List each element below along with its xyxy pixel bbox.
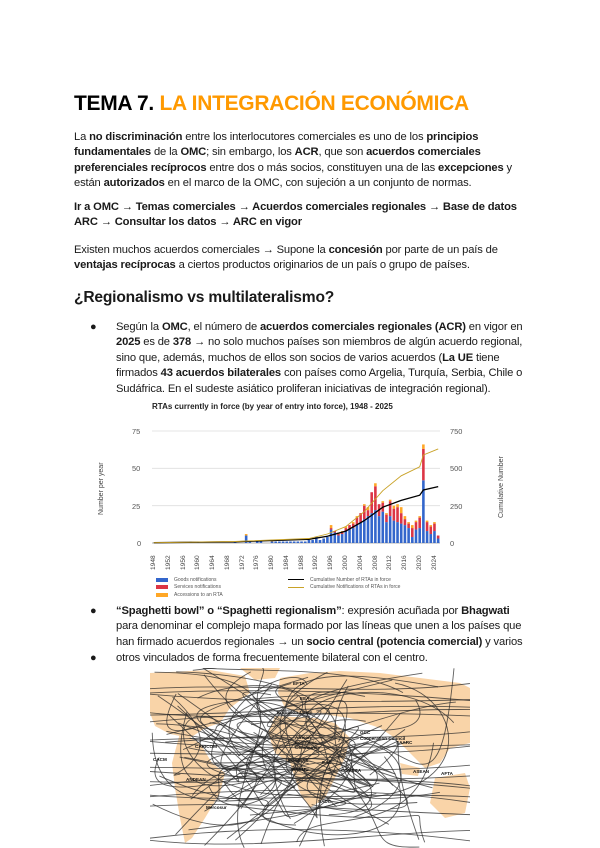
legend-swatch — [156, 578, 168, 582]
chart-legend — [156, 576, 223, 599]
map-label: Cooperation Council — [360, 736, 406, 741]
x-tick: 1968 — [223, 555, 231, 570]
x-tick: 1948 — [150, 555, 157, 570]
bullet-icon: ● — [90, 652, 97, 664]
bold-text: OMC — [180, 146, 207, 159]
title-accent: LA INTEGRACIÓN ECONÓMICA — [159, 92, 469, 115]
legend-label: Goods notifications — [174, 576, 217, 583]
text: entre los interlocutores comerciales es uno de los — [182, 131, 427, 143]
map-label: Mercosur — [206, 805, 227, 810]
map-label: SAARC — [396, 740, 413, 745]
x-tick: 2004 — [356, 555, 364, 570]
world-map-illustration — [150, 668, 470, 848]
bold-text: no discriminación — [89, 131, 183, 143]
map-label: European Union — [277, 710, 313, 715]
x-tick: 1996 — [327, 555, 335, 570]
page-title — [74, 92, 469, 116]
bold-text: ventajas recíprocas — [74, 259, 176, 272]
text: , que son — [318, 146, 367, 159]
section-heading: ¿Regionalismo vs multilateralismo? — [74, 289, 335, 306]
legend-label: Accessions to an RTA — [174, 591, 223, 598]
y2-tick: 0 — [450, 539, 455, 548]
legend-swatch — [156, 585, 168, 589]
map-label: SADC — [318, 799, 332, 804]
legend-label: Cumulative Notifications of RTAs in force — [310, 584, 401, 591]
text: Existen muchos acuerdos comerciales → Supone la — [74, 244, 329, 256]
x-tick: 2008 — [371, 555, 379, 570]
y-axis-label: Number per year — [98, 462, 105, 515]
bold-text: ACR — [294, 146, 319, 159]
map-label: EEA — [300, 696, 310, 701]
rta-chart — [94, 400, 504, 600]
x-tick: 1984 — [282, 555, 290, 570]
text: ; sin embargo, los — [206, 146, 295, 159]
chart-plot — [94, 400, 504, 600]
x-tick: 2024 — [430, 555, 438, 570]
y-tick: 25 — [132, 502, 141, 511]
map-label: CACM — [153, 757, 167, 762]
intro-paragraph — [74, 130, 534, 192]
text: de la — [151, 146, 181, 159]
legend-line — [288, 579, 304, 580]
y-tick: 75 — [132, 427, 141, 436]
x-tick: 1960 — [194, 555, 202, 570]
bullet-item — [92, 651, 532, 666]
text: a ciertos productos originarios de un país o grupo de países. — [175, 259, 470, 272]
x-tick: 1980 — [268, 555, 276, 570]
x-tick: 2012 — [386, 555, 394, 570]
map-label: EFTA — [293, 681, 305, 686]
spaghetti-bowl-map — [150, 668, 470, 848]
text: y están — [74, 161, 512, 190]
bullet-text: Según la OMC, el número de acuerdos comerciales regionales (ACR) en vigor en 2025 es de 378 → no solo muchos países son miembros de algún acuerdo regional, sino que, además, muchos de ellos son socios de varios acuerdos (La UE tiene firmados 43 acuerdos bilaterales con países como Argelia, Turquía, Serbia, Chile o Sudáfrica. En el sudeste asiático proliferan iniciativas de integración regional). — [116, 321, 523, 395]
y-tick: 0 — [137, 539, 142, 548]
map-label: WAEMU — [291, 767, 309, 772]
bullet-item — [92, 320, 532, 397]
map-label: GCC — [360, 730, 371, 735]
map-label: African Economic Community — [295, 735, 321, 750]
concession-paragraph — [74, 243, 534, 274]
bullet-icon: ● — [90, 605, 97, 617]
x-tick: 2020 — [415, 555, 423, 570]
title-prefix: TEMA 7. — [74, 92, 154, 115]
legend-item — [156, 591, 223, 599]
x-tick: 1992 — [312, 555, 320, 570]
text: en el marco de la OMC, con sujeción a un conjunto de normas. — [164, 177, 472, 190]
text: La — [74, 131, 90, 143]
navigation-path: Ir a OMC → Temas comerciales → Acuerdos comerciales regionales → Base de datos ARC → Consultar los datos → ARC en vigor — [74, 201, 517, 229]
x-tick: 1964 — [209, 555, 217, 570]
text: por parte de un país de — [382, 244, 498, 256]
map-label: COMESA — [341, 768, 362, 773]
legend-line — [288, 587, 304, 588]
chart-legend-lines — [288, 576, 400, 591]
y2-tick: 500 — [450, 464, 463, 473]
bullet-text: “Spaghetti bowl” o “Spaghetti regionalism”: expresión acuñada por Bhagwati para denominar el complejo mapa formado por las líneas que unen a los países que han firmado acuerdos regionales → un socio central (potencia comercial) y varios — [116, 605, 523, 648]
x-tick: 1952 — [164, 555, 172, 570]
chart-title: RTAs currently in force (by year of entry into force), 1948 - 2025 — [152, 402, 393, 411]
map-label: ECOWAS — [288, 758, 309, 763]
legend-item — [288, 584, 400, 592]
legend-label: Services notifications — [174, 584, 221, 591]
y2-tick: 750 — [450, 427, 463, 436]
x-tick: 1976 — [253, 555, 261, 570]
x-tick: 2000 — [342, 555, 349, 570]
bold-text: principios fundamentales — [74, 131, 479, 159]
text: entre dos o más socios, constituyen una de las — [206, 161, 439, 174]
bullet-icon: ● — [90, 321, 97, 333]
bold-text: concesión — [328, 244, 383, 256]
y-tick: 50 — [132, 464, 141, 473]
bold-text: acuerdos comerciales preferenciales recíprocos — [74, 146, 481, 174]
y2-axis-label: Cumulative Number — [498, 456, 505, 518]
bullet-item — [92, 604, 532, 650]
map-label: EAC — [322, 760, 332, 765]
legend-item — [156, 584, 223, 592]
map-label: AFTA — [441, 771, 453, 776]
x-tick: 1988 — [297, 555, 305, 570]
legend-item — [156, 576, 223, 584]
bold-text: autorizados — [103, 177, 165, 190]
legend-item — [288, 576, 400, 584]
x-tick: 1956 — [179, 555, 187, 570]
map-label: ANDEAN — [186, 777, 206, 782]
y2-tick: 250 — [450, 502, 463, 511]
legend-swatch — [156, 593, 168, 597]
map-label: CARICOM — [195, 744, 217, 749]
x-tick: 1972 — [238, 555, 246, 570]
bold-text: excepciones — [438, 161, 504, 174]
x-tick: 2016 — [401, 555, 409, 570]
bullet-text: otros vinculados de forma frecuentemente bilateral con el centro. — [116, 652, 428, 664]
map-label: ASEAN — [413, 769, 430, 774]
legend-label: Cumulative Number of RTAs in force — [310, 576, 391, 583]
